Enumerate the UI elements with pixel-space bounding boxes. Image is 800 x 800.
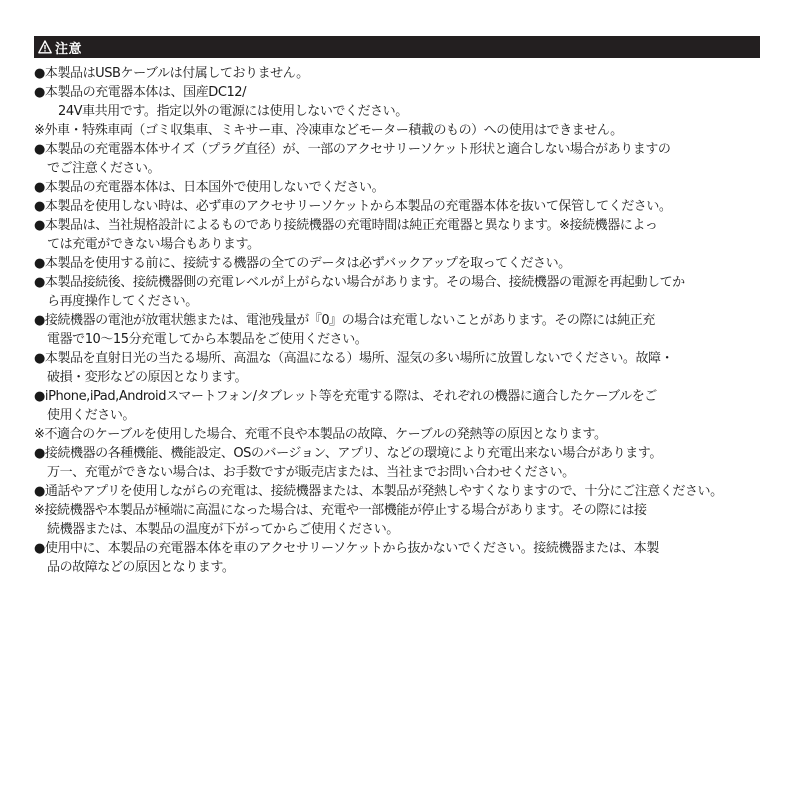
notice-line: ら再度操作してください。	[47, 294, 198, 309]
notice-item	[34, 387, 770, 425]
notice-line: ●iPhone,iPad,Androidスマートフォン/タブレット等を充電する際は、それぞれの機器に適合したケーブルをご	[34, 389, 657, 404]
notice-item	[34, 121, 770, 140]
notice-line: ●通話やアプリを使用しながらの充電は、接続機器または、本製品が発熱しやすくなりますので、十分にご注意ください。	[34, 484, 723, 499]
notice-line: ●本製品を使用しない時は、必ず車のアクセサリーソケットから本製品の充電器本体を抜いて保管してください。	[34, 199, 672, 214]
notice-line: ●本製品の充電器本体は、日本国外で使用しないでください。	[34, 180, 385, 195]
notice-item	[34, 349, 770, 387]
notice-item	[34, 444, 770, 482]
notice-item	[34, 311, 770, 349]
notice-line: ●本製品の充電器本体は、国産DC12/	[34, 85, 247, 100]
notice-line: ては充電ができない場合もあります。	[47, 237, 260, 252]
notice-line: ※外車・特殊車両（ゴミ収集車、ミキサー車、冷凍車などモーター積載のもの）への使用はできません。	[34, 123, 623, 138]
notice-line: ●本製品は、当社規格設計によるものであり接続機器の充電時間は純正充電器と異なります。※接続機器によっ	[34, 218, 658, 233]
notice-line: ●使用中に、本製品の充電器本体を車のアクセサリーソケットから抜かないでください。接続機器または、本製	[34, 541, 659, 556]
notice-line: ●接続機器の各種機能、機能設定、OSのバージョン、アプリ、などの環境により充電出来ない場合があります。	[34, 446, 662, 461]
notice-item	[34, 197, 770, 216]
notice-line: でご注意ください。	[47, 161, 161, 176]
notice-line: ●本製品はUSBケーブルは付属しておりません。	[34, 66, 309, 81]
notice-item	[34, 482, 770, 501]
notice-header	[34, 36, 760, 58]
notice-line: 続機器または、本製品の温度が下がってからご使用ください。	[47, 522, 399, 537]
notice-line: ●本製品の充電器本体サイズ（プラグ直径）が、一部のアクセサリーソケット形状と適合しない場合がありますの	[34, 142, 671, 157]
notice-line: ●本製品を使用する前に、接続する機器の全てのデータは必ずバックアップを取ってください。	[34, 256, 571, 271]
notice-line: 24V車共用です。指定以外の電源には使用しないでください。	[58, 104, 408, 119]
notice-line: 使用ください。	[47, 408, 135, 423]
notice-item	[34, 216, 770, 254]
notice-item	[34, 178, 770, 197]
notice-line: 品の故障などの原因となります。	[47, 560, 235, 575]
notice-line: ●本製品接続後、接続機器側の充電レベルが上がらない場合があります。その場合、接続機器の電源を再起動してか	[34, 275, 685, 290]
notice-item	[34, 501, 770, 539]
notice-list	[34, 64, 770, 577]
notice-title: 注意	[55, 41, 83, 57]
notice-line: ※不適合のケーブルを使用した場合、充電不良や本製品の故障、ケーブルの発熱等の原因となります。	[34, 427, 607, 442]
notice-item	[34, 83, 770, 121]
warning-icon	[38, 40, 52, 54]
notice-item	[34, 273, 770, 311]
notice-line: 万一、充電ができない場合は、お手数ですが販売店または、当社までお問い合わせください。	[47, 465, 575, 480]
notice-line: ●接続機器の電池が放電状態または、電池残量が『0』の場合は充電しないことがあります。その際には純正充	[34, 313, 655, 328]
notice-item	[34, 254, 770, 273]
notice-item	[34, 64, 770, 83]
notice-item	[34, 140, 770, 178]
notice-line: ※接続機器や本製品が極端に高温になった場合は、充電や一部機能が停止する場合があります。その際には接	[34, 503, 647, 518]
notice-line: ●本製品を直射日光の当たる場所、高温な（高温になる）場所、湿気の多い場所に放置しないでください。故障・	[34, 351, 674, 366]
notice-item	[34, 425, 770, 444]
notice-line: 破損・変形などの原因となります。	[47, 370, 248, 385]
notice-item	[34, 539, 770, 577]
notice-line: 電器で10～15分充電してから本製品をご使用ください。	[47, 332, 368, 347]
